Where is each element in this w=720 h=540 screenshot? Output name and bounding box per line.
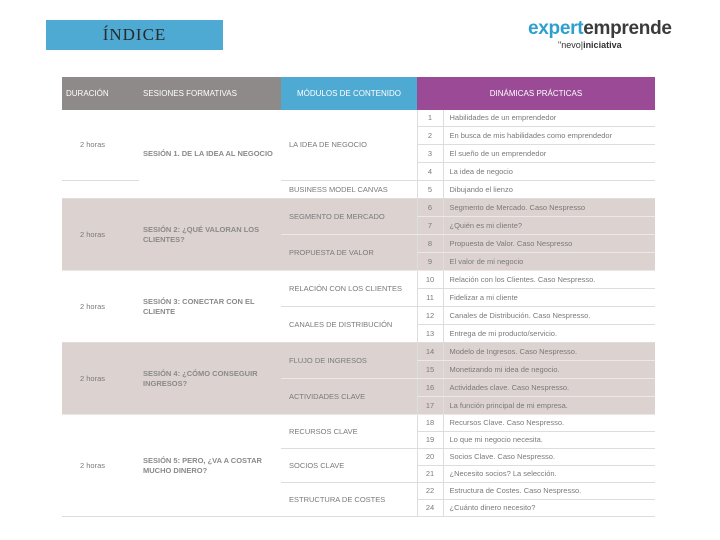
activity-title: Entrega de mi producto/servicio. [443,325,655,343]
session-cell: SESIÓN 1. DE LA IDEA AL NEGOCIO [139,110,281,199]
module-cell: ACTIVIDADES CLAVE [281,379,417,415]
activity-title: Estructura de Costes. Caso Nespresso. [443,483,655,500]
activity-title: ¿Cuánto dinero necesito? [443,500,655,517]
table-row [62,343,655,361]
header-duration: DURACIÓN [62,77,139,110]
index-label-text: ÍNDICE [102,25,167,44]
activity-title: Fidelizar a mi cliente [443,289,655,307]
index-table [62,77,655,517]
table-row [62,199,655,217]
logo-part2: emprende [583,18,672,39]
activity-title: Modelo de Ingresos. Caso Nespresso. [443,343,655,361]
activity-number: 18 [417,415,443,432]
activity-title: Dibujando el lienzo [443,181,655,199]
activity-title: Recursos Clave. Caso Nespresso. [443,415,655,432]
activity-number: 12 [417,307,443,325]
table-header-row [62,77,655,110]
activity-number: 14 [417,343,443,361]
activity-number: 1 [417,110,443,127]
logo-wordmark [528,18,672,40]
activity-title: Socios Clave. Caso Nespresso. [443,449,655,466]
activity-number: 13 [417,325,443,343]
header-dynamics: DINÁMICAS PRÁCTICAS [417,77,655,110]
activity-title: Actividades clave. Caso Nespresso. [443,379,655,397]
activity-number: 15 [417,361,443,379]
session-cell: SESIÓN 3: CONECTAR CON EL CLIENTE [139,271,281,343]
table-row [62,271,655,289]
activity-title: Propuesta de Valor. Caso Nespresso [443,235,655,253]
module-cell: BUSINESS MODEL CANVAS [281,181,417,199]
activity-title: Segmento de Mercado. Caso Nespresso [443,199,655,217]
logo-sub2: iniciativa [583,40,622,50]
logo-subtitle [558,40,658,51]
activity-number: 20 [417,449,443,466]
logo-part1: expert [528,18,584,39]
activity-title: La idea de negocio [443,163,655,181]
expertemprende-logo [528,18,672,51]
module-cell: RECURSOS CLAVE [281,415,417,449]
duration-cell: 2 horas [62,343,139,415]
header-sessions: SESIONES FORMATIVAS [139,77,281,110]
activity-number: 4 [417,163,443,181]
activity-title: ¿Quién es mi cliente? [443,217,655,235]
activity-number: 5 [417,181,443,199]
activity-title: En busca de mis habilidades como emprendedor [443,127,655,145]
activity-number: 7 [417,217,443,235]
module-cell: PROPUESTA DE VALOR [281,235,417,271]
activity-title: Relación con los Clientes. Caso Nespresso. [443,271,655,289]
activity-number: 21 [417,466,443,483]
module-cell: LA IDEA DE NEGOCIO [281,110,417,181]
activity-title: El valor de mi negocio [443,253,655,271]
activity-number: 24 [417,500,443,517]
session-cell: SESIÓN 2: ¿QUÉ VALORAN LOS CLIENTES? [139,199,281,271]
activity-title: Lo que mi negocio necesita. [443,432,655,449]
module-cell: FLUJO DE INGRESOS [281,343,417,379]
table-row [62,110,655,127]
activity-number: 3 [417,145,443,163]
activity-number: 8 [417,235,443,253]
duration-cell: 2 horas [62,415,139,517]
activity-number: 22 [417,483,443,500]
activity-title: ¿Necesito socios? La selección. [443,466,655,483]
activity-title: La función principal de mi empresa. [443,397,655,415]
session-cell: SESIÓN 5: PERO, ¿VA A COSTAR MUCHO DINERO? [139,415,281,517]
activity-number: 2 [417,127,443,145]
activity-number: 11 [417,289,443,307]
activity-number: 6 [417,199,443,217]
logo-sub1: "nevo [558,40,581,50]
module-cell: CANALES DE DISTRIBUCIÓN [281,307,417,343]
module-cell: RELACIÓN CON LOS CLIENTES [281,271,417,307]
activity-number: 17 [417,397,443,415]
duration-cell: 2 horas [62,110,139,181]
activity-number: 9 [417,253,443,271]
duration-cell-empty [62,181,139,199]
duration-cell: 2 horas [62,199,139,271]
module-cell: SEGMENTO DE MERCADO [281,199,417,235]
activity-number: 10 [417,271,443,289]
activity-title: Habilidades de un emprendedor [443,110,655,127]
header-modules: MÓDULOS DE CONTENIDO [281,77,417,110]
module-cell: SOCIOS CLAVE [281,449,417,483]
activity-title: Monetizando mi idea de negocio. [443,361,655,379]
logo-sub-sep: | [580,40,584,50]
activity-number: 16 [417,379,443,397]
activity-title: El sueño de un emprendedor [443,145,655,163]
index-label [46,20,223,50]
duration-cell: 2 horas [62,271,139,343]
session-cell: SESIÓN 4: ¿CÓMO CONSEGUIR INGRESOS? [139,343,281,415]
activity-number: 19 [417,432,443,449]
activity-title: Canales de Distribución. Caso Nespresso. [443,307,655,325]
module-cell: ESTRUCTURA DE COSTES [281,483,417,517]
table-row [62,415,655,432]
